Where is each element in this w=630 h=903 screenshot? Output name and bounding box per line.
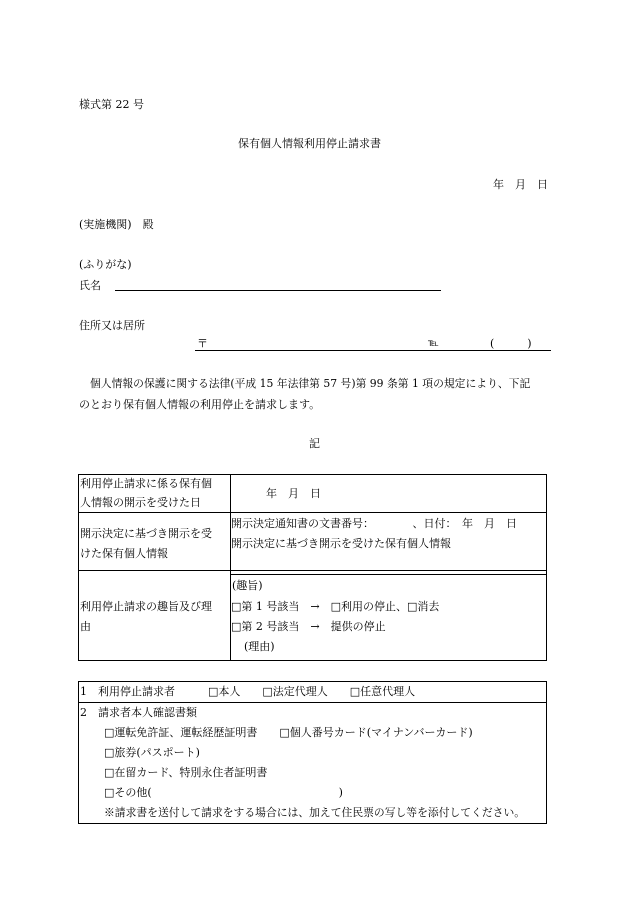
agency-label: (実施機関) 殿	[79, 218, 154, 231]
row3-value-1: (趣旨)	[232, 579, 263, 592]
body-line-2: のとおり保有個人情報の利用停止を請求します。	[79, 398, 321, 411]
postal-mark: 〒	[197, 337, 208, 350]
body-line-1: 個人情報の保護に関する法律(平成 15 年法律第 57 号)第 99 条第 1 項の規定により、下記	[90, 377, 531, 390]
requester-type-row[interactable]: 1 利用停止請求者 □本人 □法定代理人 □任意代理人	[80, 685, 416, 698]
page-title: 保有個人情報利用停止請求書	[238, 137, 381, 150]
id-document-title: 2 請求者本人確認書類	[80, 706, 197, 719]
row2-label-2: けた保有個人情報	[80, 547, 168, 560]
form-number: 様式第 22 号	[79, 98, 144, 111]
row3-label-1: 利用停止請求の趣旨及び理	[80, 600, 212, 613]
id-option-license[interactable]: □運転免許証、運転経歴証明書 □個人番号カード(マイナンバーカード)	[104, 726, 473, 739]
row2-value-2[interactable]: 開示決定に基づき開示を受けた保有個人情報	[231, 537, 451, 550]
row3-label-2: 由	[80, 620, 91, 633]
date-line: 年 月 日	[493, 178, 548, 191]
table1-row-divider-3	[230, 574, 546, 575]
row2-value-1[interactable]: 開示決定通知書の文書番号： 、日付： 年 月 日	[231, 517, 517, 530]
row3-value-3[interactable]: □第 2 号該当 → 提供の停止	[231, 620, 386, 633]
row1-label-2: 人情報の開示を受けた日	[80, 496, 201, 509]
name-label: 氏名	[79, 279, 101, 292]
row3-value-2[interactable]: □第 1 号該当 → □利用の停止、□消去	[231, 600, 440, 613]
tel-paren: ( )	[490, 337, 532, 350]
address-field[interactable]	[195, 350, 551, 351]
id-option-residence-card[interactable]: □在留カード、特別永住者証明書	[104, 766, 268, 779]
furigana-label: (ふりがな)	[79, 258, 132, 271]
address-label: 住所又は居所	[79, 319, 145, 332]
table2-row-divider	[78, 702, 546, 703]
id-option-other[interactable]: □その他( )	[104, 786, 343, 799]
mailing-note: ※請求書を送付して請求をする場合には、加えて住民票の写し等を添付してください。	[104, 806, 526, 819]
ki-label: 記	[309, 437, 320, 450]
table1-row-divider-2	[78, 570, 546, 571]
row2-label-1: 開示決定に基づき開示を受	[80, 527, 212, 540]
row1-label-1: 利用停止請求に係る保有個	[80, 477, 212, 490]
table1-row-divider-1	[78, 512, 546, 513]
tel-mark: ℡	[428, 338, 439, 349]
row1-value[interactable]: 年 月 日	[266, 487, 321, 500]
id-option-passport[interactable]: □旅券(パスポート)	[104, 746, 200, 759]
name-field[interactable]	[115, 290, 441, 291]
row3-value-4: (理由)	[244, 640, 275, 653]
